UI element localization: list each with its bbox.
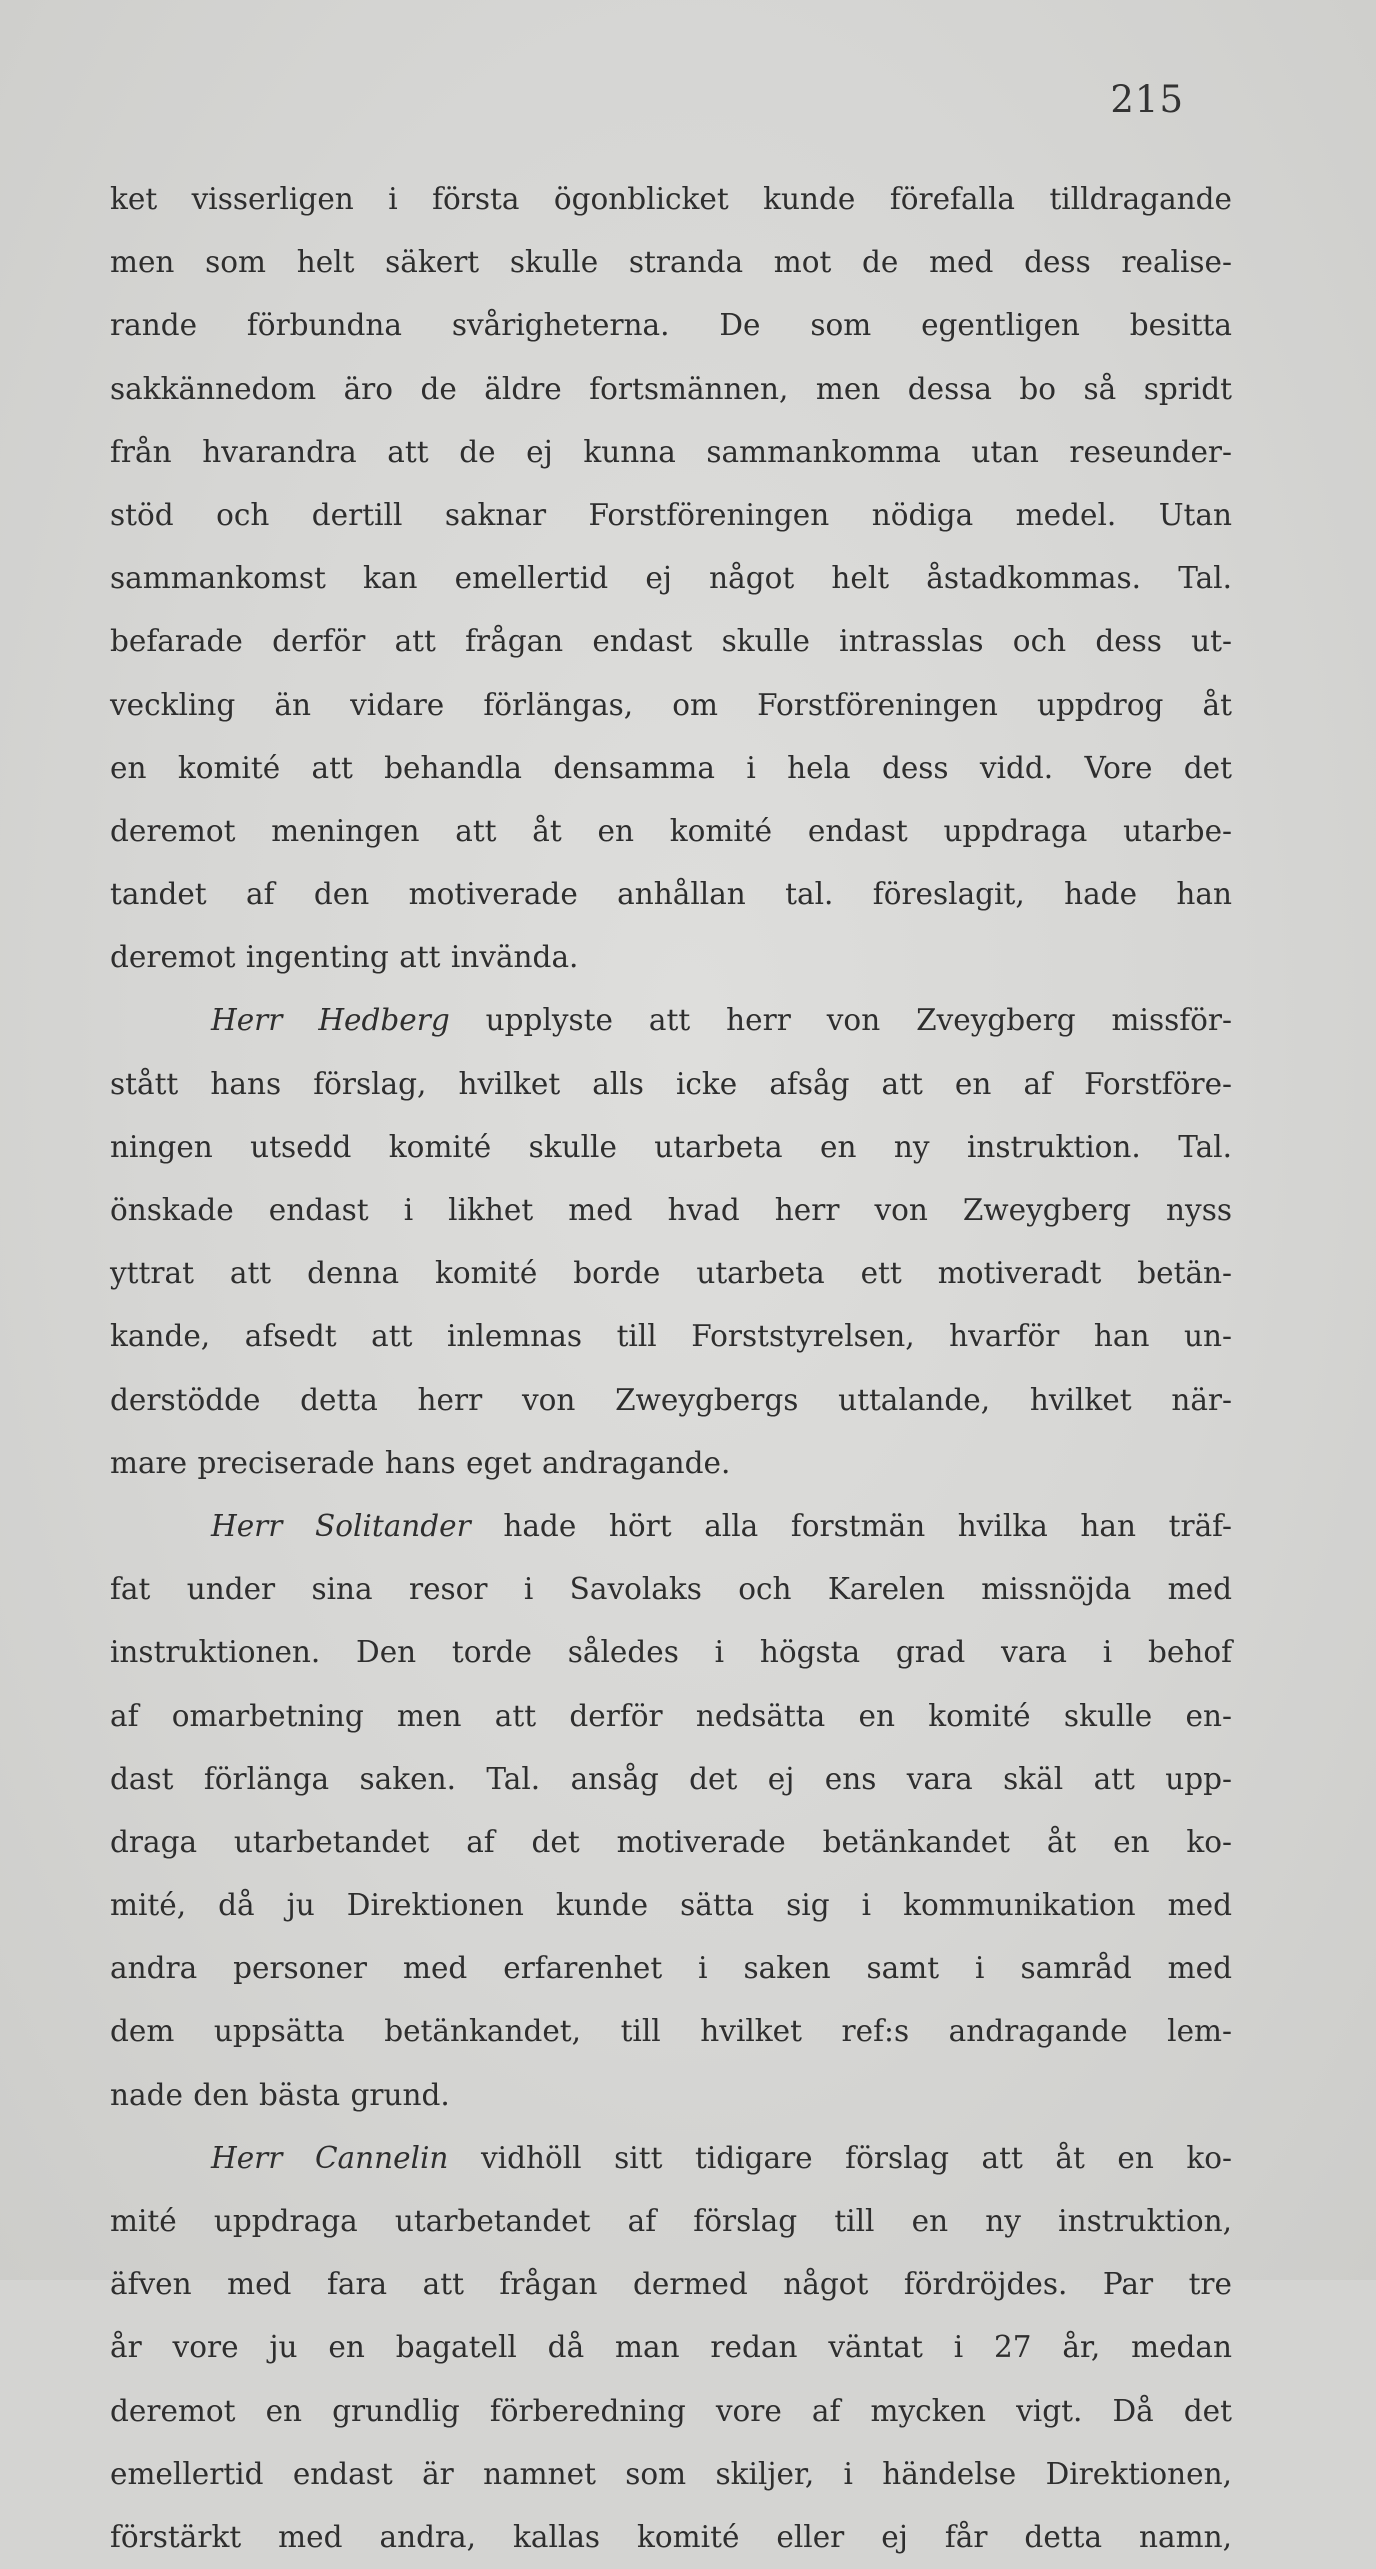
text-line: tandet af den motiverade anhållan tal. föreslagit, hade han	[110, 877, 1232, 912]
body-text	[110, 168, 1232, 2569]
text-line: deremot en grundlig förberedning vore af mycken vigt. Då det	[110, 2393, 1232, 2428]
text-line: stått hans förslag, hvilket alls icke afsåg att en af Forstföre-	[110, 1066, 1232, 1101]
text-line: ningen utsedd komité skulle utarbeta en ny instruktion. Tal.	[110, 1129, 1232, 1164]
text-line: yttrat att denna komité borde utarbeta ett motiveradt betän-	[110, 1256, 1232, 1291]
text-line: mité, då ju Direktionen kunde sätta sig i kommunikation med	[110, 1888, 1232, 1923]
text-line: dast förlänga saken. Tal. ansåg det ej ens vara skäl att upp-	[110, 1761, 1232, 1796]
text-line: stöd och dertill saknar Forstföreningen nödiga medel. Utan	[110, 497, 1232, 532]
text-line: år vore ju en bagatell då man redan väntat i 27 år, medan	[110, 2330, 1232, 2365]
text-line: från hvarandra att de ej kunna sammankomma utan reseunder-	[110, 434, 1232, 469]
paragraph-first-line	[110, 989, 1232, 1052]
page-number: 215	[1110, 78, 1184, 121]
line-text: hade hört alla forstmän hvilka han träf-	[470, 1508, 1232, 1543]
text-line: rande förbundna svårigheterna. De som egentligen besitta	[110, 308, 1232, 343]
text-line: instruktionen. Den torde således i högsta grad vara i behof	[110, 1635, 1232, 1670]
text-line: dem uppsätta betänkandet, till hvilket ref:s andragande lem-	[110, 2014, 1232, 2049]
text-line: deremot meningen att åt en komité endast uppdraga utarbe-	[110, 813, 1232, 848]
speaker-name: Herr Solitander	[211, 1508, 471, 1543]
text-line: andra personer med erfarenhet i saken samt i samråd med	[110, 1951, 1232, 1986]
text-line: befarade derför att frågan endast skulle intrasslas och dess ut-	[110, 624, 1232, 659]
text-line: derstödde detta herr von Zweygbergs uttalande, hvilket när-	[110, 1382, 1232, 1417]
text-line: önskade endast i likhet med hvad herr von Zweygberg nyss	[110, 1193, 1232, 1227]
line-text: upplyste att herr von Zveygberg missför-	[449, 1003, 1232, 1038]
text-line: mare preciserade hans eget andragande.	[110, 1445, 731, 1480]
text-line: draga utarbetandet af det motiverade betänkandet åt en ko-	[110, 1824, 1232, 1859]
text-line: emellertid endast är namnet som skiljer, i händelse Direktionen,	[110, 2456, 1232, 2491]
text-line: nade den bästa grund.	[110, 2077, 450, 2112]
speaker-name: Herr Hedberg	[211, 1003, 450, 1038]
text-line: deremot ingenting att invända.	[110, 940, 579, 975]
text-line: men som helt säkert skulle stranda mot de med dess realise-	[110, 245, 1232, 280]
text-line: en komité att behandla densamma i hela dess vidd. Vore det	[110, 750, 1232, 785]
text-line: sammankomst kan emellertid ej något helt åstadkommas. Tal.	[110, 561, 1232, 596]
text-line: kande, afsedt att inlemnas till Forststyrelsen, hvarför han un-	[110, 1319, 1232, 1354]
text-line: fat under sina resor i Savolaks och Karelen missnöjda med	[110, 1572, 1232, 1607]
text-line: äfven med fara att frågan dermed något fördröjdes. Par tre	[110, 2267, 1232, 2302]
text-line: förstärkt med andra, kallas komité eller ej får detta namn,	[110, 2519, 1232, 2554]
text-line: sakkännedom äro de äldre fortsmännen, men dessa bo så spridt	[110, 371, 1232, 406]
paragraph-first-line	[110, 1495, 1232, 1558]
paragraph-first-line	[110, 2127, 1232, 2190]
speaker-name: Herr Cannelin	[211, 2140, 449, 2175]
text-line: af omarbetning men att derför nedsätta en komité skulle en-	[110, 1698, 1232, 1733]
text-line: veckling än vidare förlängas, om Forstföreningen uppdrog åt	[110, 687, 1232, 722]
line-text: vidhöll sitt tidigare förslag att åt en ko-	[448, 2140, 1233, 2175]
text-line: mité uppdraga utarbetandet af förslag till en ny instruktion,	[110, 2204, 1232, 2238]
text-line: ket visserligen i första ögonblicket kunde förefalla tilldragande	[110, 182, 1232, 216]
